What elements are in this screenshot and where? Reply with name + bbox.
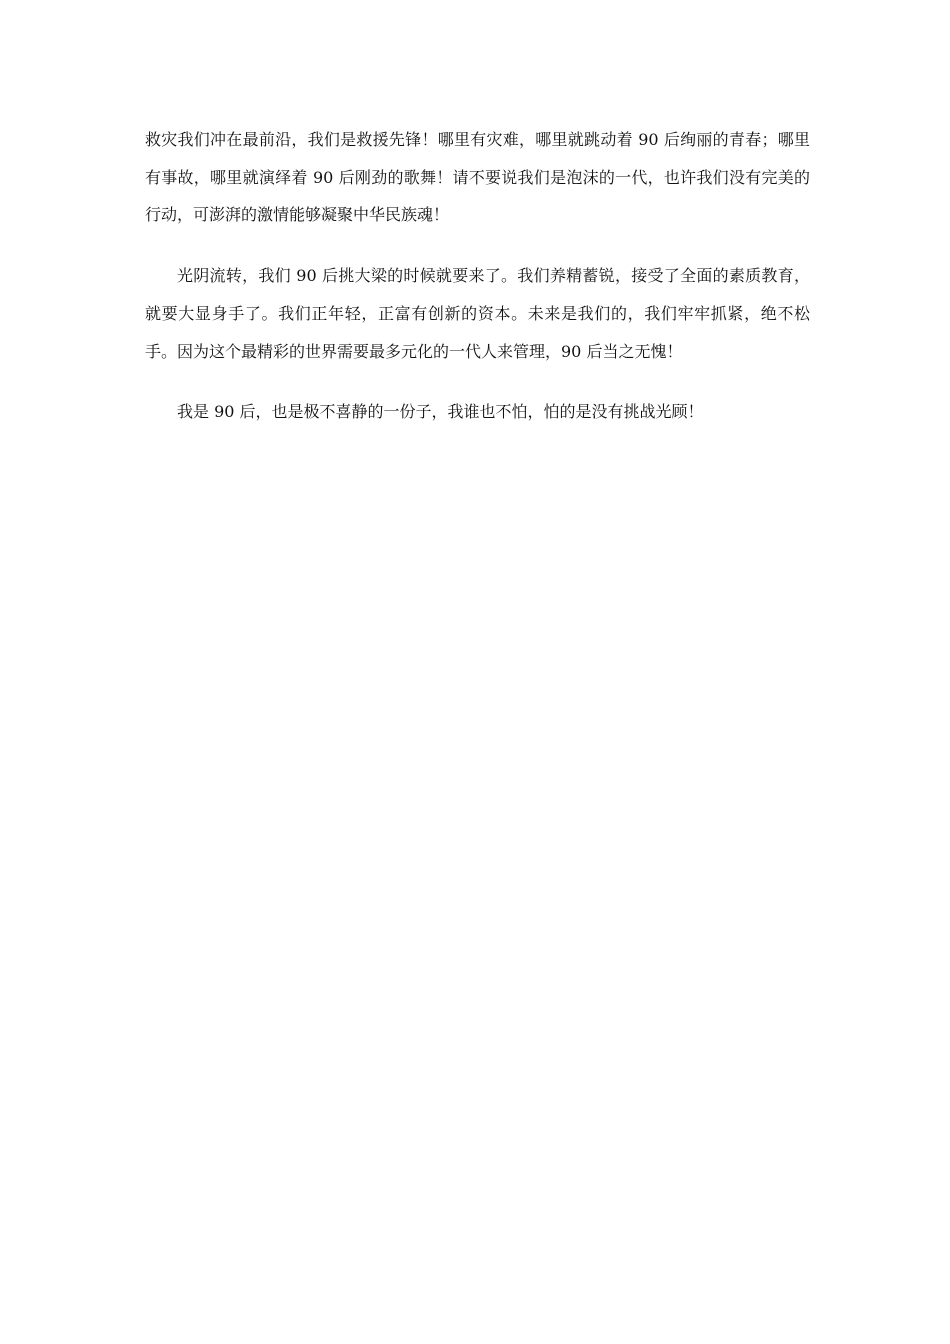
paragraph-2: 光阴流转，我们 90 后挑大梁的时候就要来了。我们养精蓄锐，接受了全面的素质教育，就要大显身手了。我们正年轻，正富有创新的资本。未来是我们的，我们牢牢抓紧，绝不松手。因为这个最精彩的世界需要最多元化的一代人来管理，90 后当之无愧！ [145, 266, 810, 361]
paragraph-3: 我是 90 后，也是极不喜静的一份子，我谁也不怕，怕的是没有挑战光顾！ [177, 402, 704, 422]
document-body [145, 121, 810, 431]
paragraph-1: 救灾我们冲在最前沿，我们是救援先锋！哪里有灾难，哪里就跳动着 90 后绚丽的青春；哪里有事故，哪里就演绎着 90 后刚劲的歌舞！请不要说我们是泡沫的一代，也许我们没有完美的行动，可澎湃的激情能够凝聚中华民族魂！ [145, 130, 810, 225]
